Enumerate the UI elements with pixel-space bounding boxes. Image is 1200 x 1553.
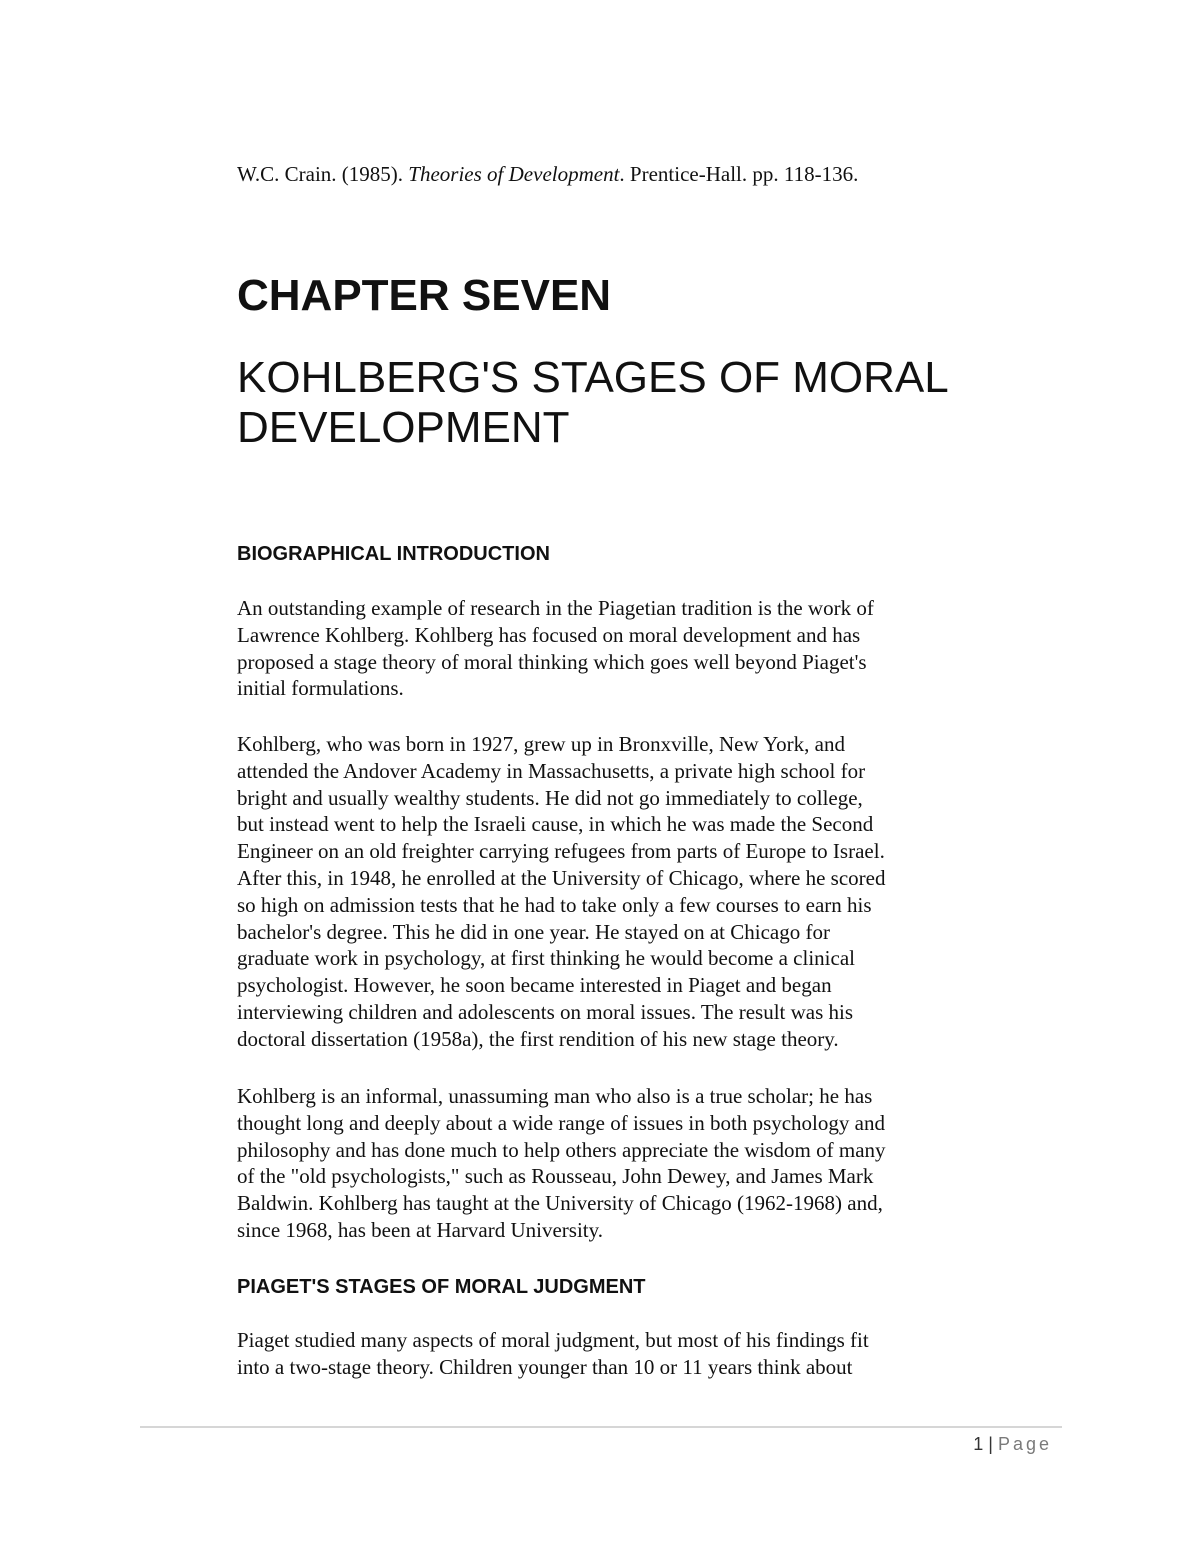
text-line: but instead went to help the Israeli cause, in which he was made the Second bbox=[237, 812, 874, 837]
paragraph-scholar bbox=[237, 1083, 977, 1244]
text-line: Baldwin. Kohlberg has taught at the University of Chicago (1962-1968) and, bbox=[237, 1191, 883, 1216]
text-line: An outstanding example of research in the Piagetian tradition is the work of bbox=[237, 596, 874, 620]
text-line: Engineer on an old freighter carrying refugees from parts of Europe to Israel. bbox=[237, 839, 885, 864]
citation-book-title: Theories of Development bbox=[408, 162, 620, 186]
citation-authors: W.C. Crain. (1985). bbox=[237, 162, 409, 186]
paragraph-biography bbox=[237, 731, 977, 1053]
text-line: initial formulations. bbox=[237, 676, 404, 701]
text-line: philosophy and has done much to help others appreciate the wisdom of many bbox=[237, 1137, 886, 1162]
paragraph-intro bbox=[237, 595, 977, 702]
citation-publisher: . Prentice-Hall. pp. 118-136. bbox=[619, 162, 859, 186]
text-line: attended the Andover Academy in Massachusetts, a private high school for bbox=[237, 758, 866, 783]
section-heading-piaget-stages: PIAGET'S STAGES OF MORAL JUDGMENT bbox=[237, 1276, 646, 1298]
citation bbox=[237, 160, 858, 188]
text-line: bachelor's degree. This he did in one year. He stayed on at Chicago for bbox=[237, 919, 830, 944]
footer-separator: | bbox=[988, 1434, 993, 1454]
page-label: Page bbox=[997, 1434, 1052, 1454]
text-line: doctoral dissertation (1958a), the first rendition of his new stage theory. bbox=[237, 1026, 839, 1051]
text-line: graduate work in psychology, at first thinking he would become a clinical bbox=[237, 946, 855, 971]
paragraph-piaget bbox=[237, 1327, 977, 1381]
text-line: interviewing children and adolescents on moral issues. The result was his bbox=[237, 999, 854, 1024]
page-number: 1 bbox=[973, 1434, 984, 1454]
text-line: so high on admission tests that he had to take only a few courses to earn his bbox=[237, 892, 872, 917]
chapter-title: KOHLBERG'S STAGES OF MORAL DEVELOPMENT bbox=[237, 353, 948, 452]
section-heading-biographical-introduction: BIOGRAPHICAL INTRODUCTION bbox=[237, 543, 550, 565]
text-line: into a two-stage theory. Children younger than 10 or 11 years think about bbox=[237, 1354, 853, 1379]
chapter-label: CHAPTER SEVEN bbox=[237, 271, 612, 320]
text-line: bright and usually wealthy students. He did not go immediately to college, bbox=[237, 785, 863, 810]
text-line: Kohlberg, who was born in 1927, grew up in Bronxville, New York, and bbox=[237, 732, 845, 756]
text-line: since 1968, has been at Harvard University. bbox=[237, 1217, 604, 1242]
text-line: proposed a stage theory of moral thinking which goes well beyond Piaget's bbox=[237, 649, 867, 674]
text-line: Kohlberg is an informal, unassuming man who also is a true scholar; he has bbox=[237, 1084, 873, 1108]
page-footer bbox=[973, 1431, 1052, 1457]
text-line: Piaget studied many aspects of moral judgment, but most of his findings fit bbox=[237, 1328, 869, 1352]
text-line: psychologist. However, he soon became interested in Piaget and began bbox=[237, 973, 832, 998]
footer-divider bbox=[140, 1426, 1062, 1428]
text-line: of the "old psychologists," such as Rousseau, John Dewey, and James Mark bbox=[237, 1164, 874, 1189]
text-line: thought long and deeply about a wide range of issues in both psychology and bbox=[237, 1110, 885, 1135]
text-line: After this, in 1948, he enrolled at the University of Chicago, where he scored bbox=[237, 865, 886, 890]
text-line: Lawrence Kohlberg. Kohlberg has focused on moral development and has bbox=[237, 622, 861, 647]
